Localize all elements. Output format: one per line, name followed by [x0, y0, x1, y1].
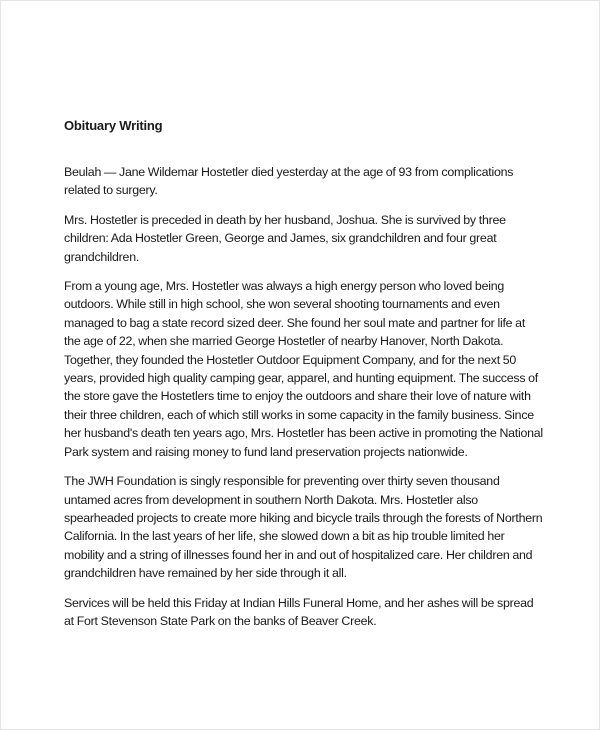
document-body — [64, 117, 544, 641]
paragraph-life-story: From a young age, Mrs. Hostetler was always a high energy person who loved being outdoors. While still in high school, she won several shooting tournaments and even managed to bag a state record sized deer. She found her soul mate and partner for life at the age of 22, when she married George Hostetler of nearby Hanover, North Dakota. Together, they founded the Hostetler Outdoor Equipment Company, and for the next 50 years, provided high quality camping gear, apparel, and hunting equipment. The success of the store gave the Hostetlers time to enjoy the outdoors and share their love of nature with their three children, each of which still works in some capacity in the family business. Since her husband's death ten years ago, Mrs. Hostetler has been active in promoting the National Park system and raising money to fund land preservation projects nationwide. — [64, 279, 543, 459]
paragraph-foundation: The JWH Foundation is singly responsible for preventing over thirty seven thousand untamed acres from development in southern North Dakota. Mrs. Hostetler also spearheaded projects to create more hiking and bicycle trails through the forests of Northern California. In the last years of her life, she slowed down a bit as hip trouble limited her mobility and a string of illnesses found her in and out of hospitalized care. Her children and grandchildren have remained by her side through it all. — [64, 474, 543, 581]
paragraph-services: Services will be held this Friday at Indian Hills Funeral Home, and her ashes will be spread at Fort Stevenson State Park on the banks of Beaver Creek. — [64, 595, 534, 628]
paragraph-death-notice: Beulah — Jane Wildemar Hostetler died yesterday at the age of 93 from complications related to surgery. — [64, 165, 514, 198]
document-title: Obituary Writing — [64, 118, 163, 133]
paragraph-family: Mrs. Hostetler is preceded in death by her husband, Joshua. She is survived by three children: Ada Hostetler Green, George and James, six grandchildren and four great grandchildren. — [64, 212, 506, 264]
